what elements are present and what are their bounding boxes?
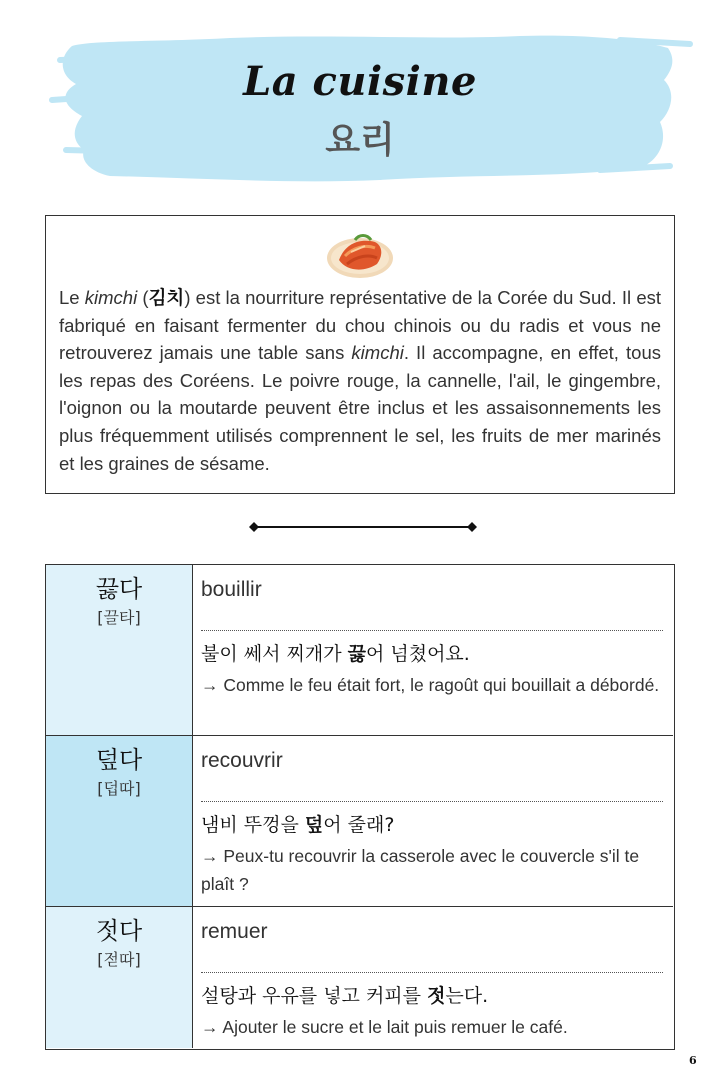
definition-cell [201, 736, 663, 906]
word-cell [46, 565, 193, 735]
page-title-korean: 요리 [325, 120, 395, 161]
term-kimchi: kimchi [84, 287, 138, 308]
table-row [46, 565, 673, 736]
page-title-french: La cuisine [243, 58, 477, 105]
highlighted-verb: 덮 [304, 814, 324, 836]
definition-cell [201, 907, 663, 1048]
page-number: 6 [689, 1054, 697, 1067]
pronunciation: [덥따] [97, 779, 141, 798]
highlighted-verb: 끓 [347, 643, 366, 665]
pronunciation: [젇따] [97, 950, 141, 969]
term-kimchi: kimchi [351, 342, 404, 364]
intro-box [45, 215, 675, 494]
pronunciation: [끌타] [97, 608, 141, 627]
french-meaning: remuer [201, 917, 663, 973]
highlighted-verb: 젓 [427, 985, 446, 1007]
korean-example: 설탕과 우유를 넣고 커피를 젓는다. [201, 985, 489, 1007]
intro-paragraph: Le kimchi (김치) est la nourriture représentative de la Corée du Sud. Il est fabriqué en faisant fermenter du chou chinois ou du radis et vous ne retrouverez jamais une table sans kimchi. Il accompagne, en effet, tous les repas des Coréens. Le poivre rouge, la cannelle, l'ail, le gingembre, l'oignon ou la moutarde peuvent être inclus et les assaisonnements les plus fréquemment utilisés comprennent le sel, les fruits de mer marinés et les graines de sésame. [59, 287, 661, 474]
korean-example: 불이 쎄서 찌개가 끓어 넘쳤어요. [201, 643, 470, 665]
korean-word: 덮다 [95, 746, 143, 774]
french-meaning: bouillir [201, 575, 663, 631]
section-divider [248, 519, 478, 535]
french-translation: → Ajouter le sucre et le lait puis remuer le café. [201, 1017, 568, 1037]
korean-example: 냄비 뚜껑을 덮어 줄래? [201, 814, 395, 836]
vocabulary-table [45, 564, 675, 1050]
french-translation: → Peux-tu recouvrir la casserole avec le couvercle s'il te plaît ? [201, 846, 640, 894]
korean-word: 끓다 [95, 575, 143, 603]
title-banner [0, 0, 720, 200]
kimchi-dish-icon [325, 226, 395, 280]
definition-cell [201, 565, 663, 735]
table-row [46, 736, 673, 907]
word-cell [46, 736, 193, 906]
french-translation: → Comme le feu était fort, le ragoût qui bouillait a débordé. [201, 675, 660, 695]
term-kimchi-korean: 김치 [148, 287, 185, 308]
french-meaning: recouvrir [201, 746, 663, 802]
korean-word: 젓다 [95, 917, 143, 945]
word-cell [46, 907, 193, 1048]
table-row [46, 907, 673, 1048]
